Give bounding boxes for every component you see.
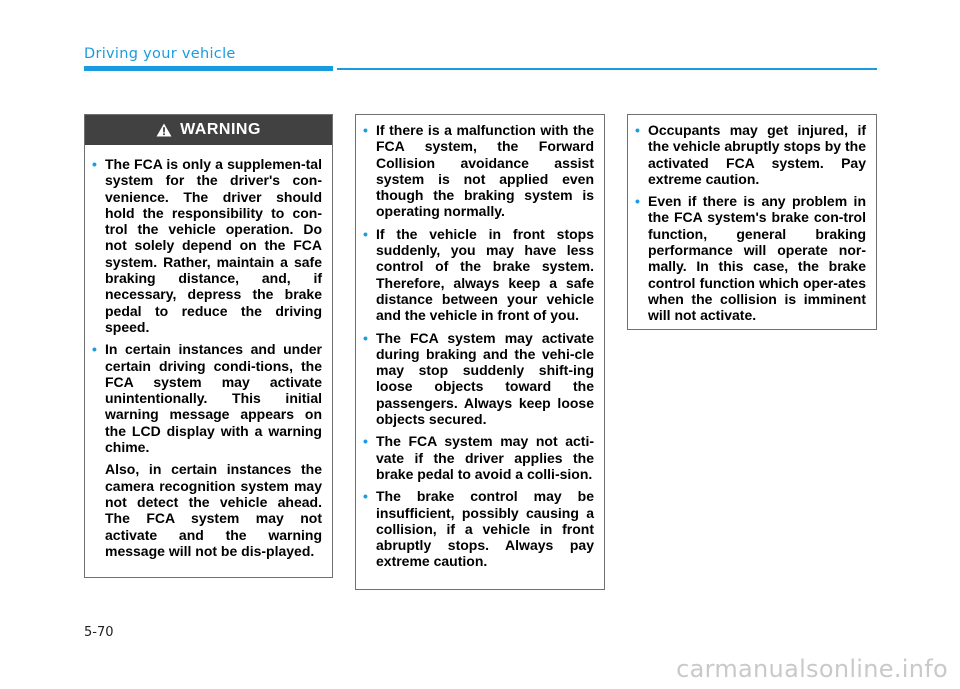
list-item: • If the vehicle in front stops suddenly, you may have less control of the brake system. Therefore, always keep a safe distance between your vehicle and the vehicle in front of you.	[363, 225, 594, 324]
bullet-icon: •	[635, 122, 640, 138]
warning-label: WARNING	[180, 121, 261, 138]
warning-box-column-3	[627, 114, 877, 330]
bullet-icon: •	[363, 488, 368, 505]
bullet-icon: •	[363, 122, 368, 138]
page-number: 5-70	[84, 625, 114, 640]
list-item-continuation: Also, in certain instances the camera recognition system may not detect the vehicle ahead. The FCA system may not activate and the warning message will not be dis-played.	[105, 461, 322, 559]
list-item: • The FCA system may activate during braking and the vehi-cle may stop suddenly shift-ing loose objects toward the passengers. Always keep loose objects secured.	[363, 329, 594, 428]
watermark: carmanualsonline.info	[676, 655, 948, 683]
bullet-icon: •	[363, 329, 368, 346]
list-item: • If there is a malfunction with the FCA system, the Forward Collision avoidance assist system is not applied even though the braking system is operating normally.	[363, 122, 594, 220]
list-item: • Even if there is any problem in the FCA system's brake con-trol function, general braking performance will operate nor-mally. In this case, the brake control function which oper-ates when the collision is imminent will not activate.	[635, 193, 866, 324]
warning-header	[85, 115, 332, 145]
bullet-icon: •	[363, 225, 368, 242]
warning-box-column-1	[84, 114, 333, 578]
section-title: Driving your vehicle	[84, 46, 236, 62]
list-item: • Occupants may get injured, if the vehicle abruptly stops by the activated FCA system. Pay extreme caution.	[635, 122, 866, 187]
bullet-icon: •	[92, 341, 97, 358]
list-item: • In certain instances and under certain driving condi-tions, the FCA system may activate unintentionally. This initial warning message appears on the LCD display with a warning chime. Also, in certain instances the camera recognition system may not detect the vehicle ahead. The FCA system may not activate and the warning message will not be dis-played.	[92, 341, 322, 559]
warning-box-column-2	[355, 114, 605, 590]
bullet-icon: •	[635, 193, 640, 210]
header-rule-thin	[337, 68, 877, 70]
header-rule-thick	[84, 66, 333, 71]
warning-triangle-icon	[156, 123, 172, 137]
list-item: • The brake control may be insufficient, possibly causing a collision, if a vehicle in front abruptly stops. Always pay extreme caution.	[363, 488, 594, 570]
list-item: • The FCA system may not acti-vate if the driver applies the brake pedal to avoid a colli-sion.	[363, 433, 594, 482]
bullet-icon: •	[363, 433, 368, 450]
list-item: • The FCA is only a supplemen-tal system for the driver's con-venience. The driver should hold the responsibility to con-trol the vehicle operation. Do not solely depend on the FCA system. Rather, maintain a safe braking distance, and, if necessary, depress the brake pedal to reduce the driving speed.	[92, 156, 322, 335]
bullet-icon: •	[92, 156, 97, 172]
